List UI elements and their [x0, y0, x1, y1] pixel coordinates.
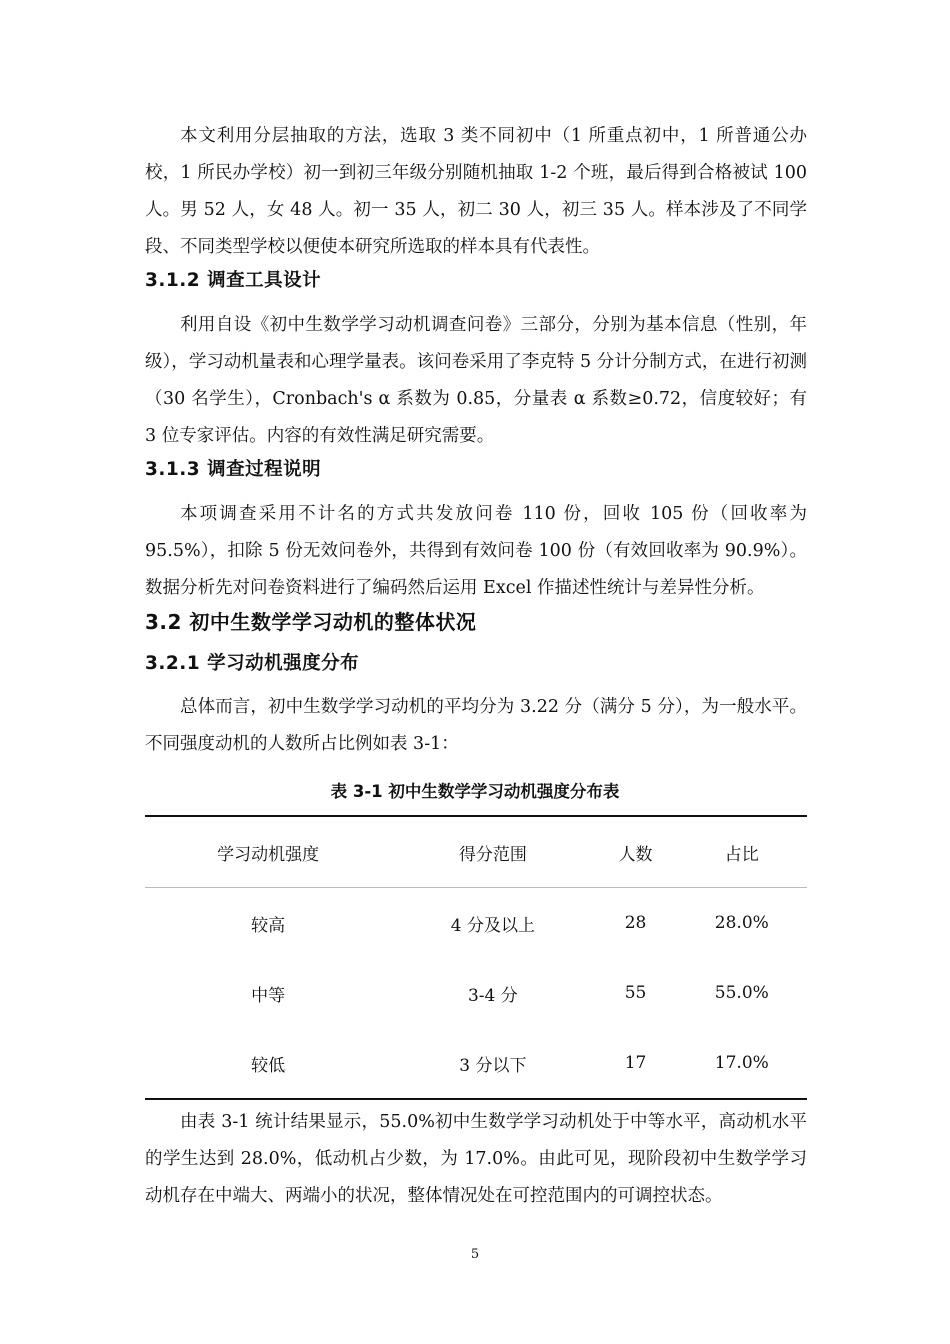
table-header-cell: 学习动机强度 — [217, 844, 320, 865]
table-cell: 3 分以下 — [459, 1055, 527, 1076]
table-cell: 3-4 分 — [467, 985, 518, 1006]
table-row — [145, 888, 807, 959]
paragraph-conclusion: 由表 3-1 统计结果显示，55.0%初中生数学学习动机处于中等水平，高动机水平的学生达到 28.0%，低动机占少数，为 17.0%。由此可见，现阶段初中生数学学习动机存在中端大、两端小的状况，整体情况处在可控范围内的可调控状态。 — [145, 1112, 807, 1206]
motivation-distribution-table — [145, 815, 807, 1100]
table-header-cell: 占比 — [724, 844, 759, 865]
heading-3-1-2: 3.1.2 调查工具设计 — [145, 270, 322, 291]
table-cell: 28 — [624, 913, 647, 933]
paragraph-procedure: 本项调查采用不计名的方式共发放问卷 110 份，回收 105 份（回收率为 95.5%），扣除 5 份无效问卷外，共得到有效问卷 100 份（有效回收率为 90.9%）。数据分析先对问卷资料进行了编码然后运用 Excel 作描述性统计与差异性分析。 — [145, 504, 807, 598]
table-caption: 表 3-1 初中生数学学习动机强度分布表 — [330, 782, 620, 801]
table-cell: 17 — [624, 1053, 647, 1073]
table-header-cell: 人数 — [618, 844, 653, 865]
table-row — [145, 958, 807, 1028]
table-cell: 较低 — [251, 1055, 286, 1076]
heading-3-2-1: 3.2.1 学习动机强度分布 — [145, 653, 360, 674]
table-row — [145, 1028, 807, 1099]
table-cell: 17.0% — [714, 1053, 769, 1073]
page-number: 5 — [470, 1247, 480, 1262]
table-header-row — [145, 816, 807, 888]
paragraph-overview: 总体而言，初中生数学学习动机的平均分为 3.22 分（满分 5 分），为一般水平。不同强度动机的人数所占比例如表 3-1： — [145, 697, 807, 754]
table-cell: 55.0% — [714, 983, 769, 1003]
table-cell: 28.0% — [714, 913, 769, 933]
heading-3-2: 3.2 初中生数学学习动机的整体状况 — [145, 610, 477, 634]
table-cell: 4 分及以上 — [450, 915, 535, 936]
table-header-cell: 得分范围 — [458, 844, 527, 865]
heading-3-1-3: 3.1.3 调查过程说明 — [145, 459, 322, 480]
table-cell: 较高 — [251, 915, 286, 936]
paragraph-instrument: 利用自设《初中生数学学习动机调查问卷》三部分，分别为基本信息（性别，年级），学习动机量表和心理学量表。该问卷采用了李克特 5 分计分制方式，在进行初测（30 名学生），Cronbach's α 系数为 0.85，分量表 α 系数≥0.72，信度较好；有 3 位专家评估。内容的有效性满足研究需要。 — [145, 315, 807, 446]
table-cell: 中等 — [251, 985, 286, 1006]
paragraph-sampling: 本文利用分层抽取的方法，选取 3 类不同初中（1 所重点初中，1 所普通公办校，1 所民办学校）初一到初三年级分别随机抽取 1-2 个班，最后得到合格被试 100 人。男 52 人，女 48 人。初一 35 人，初二 30 人，初三 35 人。样本涉及了不同学段、不同类型学校以便使本研究所选取的样本具有代表性。 — [145, 126, 807, 257]
table-cell: 55 — [624, 983, 647, 1003]
